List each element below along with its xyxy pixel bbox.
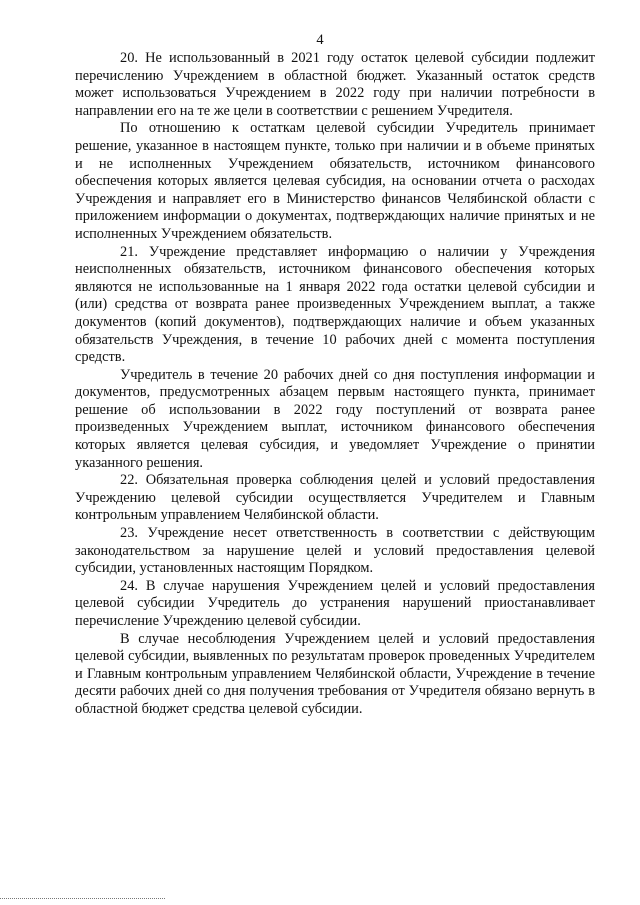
paragraph-23: 23. Учреждение несет ответственность в соответствии с действующим законодательством за нарушение целей и условий предоставления целевой субсидии, установленных настоящим Порядком. [75, 525, 595, 577]
page-number: 4 [316, 32, 324, 48]
paragraph-20: 20. Не использованный в 2021 году остаток целевой субсидии подлежит перечислению Учреждением в областной бюджет. Указанный остаток средств может использоваться Учреждением в 2022 году при наличии потребности в направлении его на те же цели в соответствии с решением Учредителя. [75, 50, 595, 119]
document-body [75, 50, 595, 719]
paragraph-24: 24. В случае нарушения Учреждением целей и условий предоставления целевой субсидии Учредитель до устранения нарушений приостанавливает перечисление Учреждению целевой субсидии. [75, 577, 595, 629]
footer-divider [0, 898, 165, 899]
paragraph-20-continued: По отношению к остаткам целевой субсидии Учредитель принимает решение, указанное в настоящем пункте, только при наличии и в объеме принятых и не исполненных Учреждением обязательств, источником финансового обеспечения которых является целевая субсидия, на основании отчета о расходах Учреждения и направляет его в Министерство финансов Челябинской области с приложением информации о документах, подтверждающих наличие принятых и не исполненных Учреждением обязательств. [75, 120, 595, 242]
paragraph-22: 22. Обязательная проверка соблюдения целей и условий предоставления Учреждению целевой субсидии осуществляется Учредителем и Главным контрольным управлением Челябинской области. [75, 472, 595, 524]
paragraph-24-continued: В случае несоблюдения Учреждением целей и условий предоставления целевой субсидии, выявленных по результатам проверок проведенных Учредителем и Главным контрольным управлением Челябинской области, Учреждение в течение десяти рабочих дней со дня получения требования от Учредителя обязано вернуть в областной бюджет средства целевой субсидии. [75, 630, 595, 717]
paragraph-21-continued: Учредитель в течение 20 рабочих дней со дня поступления информации и документов, предусмотренных абзацем первым настоящего пункта, принимает решение об использовании в 2022 году поступлений от возврата ранее произведенных Учреждением выплат, источником финансового обеспечения которых является целевая субсидия, и уведомляет Учреждение о принятии указанного решения. [75, 366, 595, 471]
paragraph-21: 21. Учреждение представляет информацию о наличии у Учреждения неисполненных обязательств, источником финансового обеспечения которых являются не использованные на 1 января 2022 года остатки целевой субсидии и (или) средства от возврата ранее произведенных Учреждением выплат, а также документов (копий документов), подтверждающих наличие и объем указанных обязательств Учреждения, в течение 10 рабочих дней с момента поступления средств. [75, 243, 595, 366]
